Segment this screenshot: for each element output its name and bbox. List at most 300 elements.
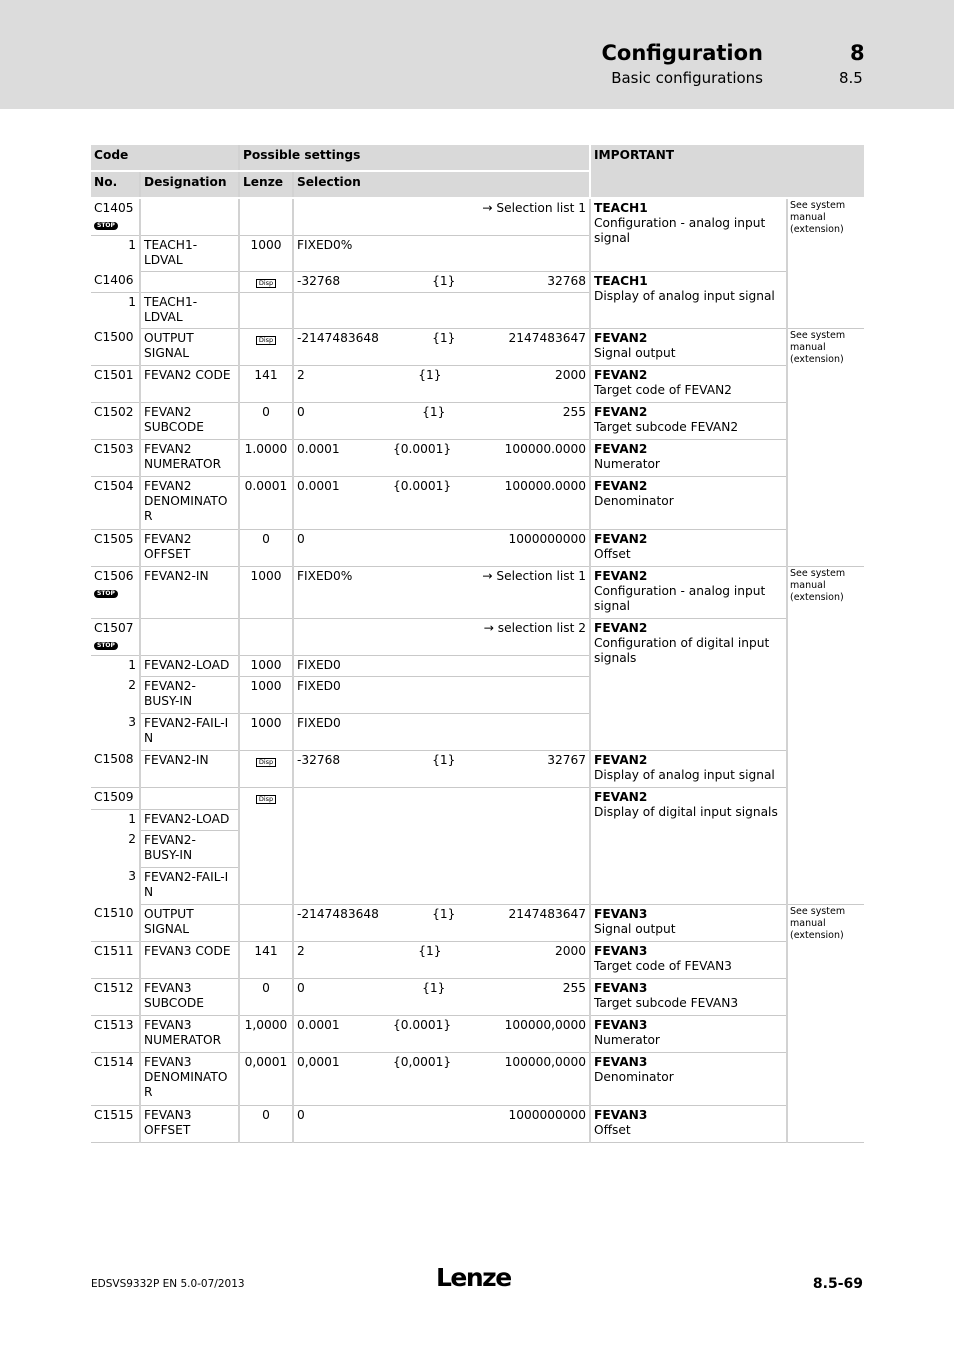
selection-max: 2147483647 <box>508 330 586 345</box>
cell-selection <box>293 439 590 476</box>
cell-selection <box>293 676 590 713</box>
cell-lenze <box>239 292 293 328</box>
cell-lenze <box>239 618 293 655</box>
cell-selection <box>293 529 590 566</box>
stop-icon: STOP <box>94 222 118 230</box>
selection-step: {1} <box>422 980 446 995</box>
important-text: Target subcode FEVAN2 <box>594 419 739 434</box>
display-icon: Disp <box>256 279 276 288</box>
cell-designation <box>140 271 239 292</box>
table-row <box>91 750 864 787</box>
code-text: C1510 <box>94 906 134 920</box>
section-title: Basic configurations <box>611 69 763 87</box>
selection-step: {0,0001} <box>393 1054 452 1069</box>
cell-selection <box>293 1015 590 1052</box>
important-title: FEVAN3 <box>594 1017 648 1032</box>
cell-lenze <box>239 1015 293 1052</box>
cell-selection <box>293 618 590 655</box>
selection-max: 32768 <box>547 273 586 288</box>
selection-min: 0.0001 <box>297 1017 340 1032</box>
lenze-logo: Lenze <box>436 1263 511 1292</box>
stop-icon: STOP <box>94 642 118 650</box>
table-row <box>91 978 864 1015</box>
lenze-value: 1000 <box>250 715 282 730</box>
lenze-value: 0 <box>262 980 270 995</box>
header-possible-settings: Possible settings <box>239 145 590 171</box>
subcode-text: 1 <box>128 294 136 309</box>
cell-see-manual: See system manual (extension) <box>787 328 864 566</box>
cell-important <box>590 978 787 1015</box>
important-text: Display of digital input signals <box>594 804 778 819</box>
lenze-value: 1000 <box>250 237 282 252</box>
important-text: Offset <box>594 546 631 561</box>
important-title: FEVAN2 <box>594 367 648 382</box>
important-title: FEVAN3 <box>594 1107 648 1122</box>
selection-min: 2 <box>297 367 305 382</box>
header-designation: Designation <box>140 171 239 198</box>
display-icon: Disp <box>256 795 276 804</box>
subcode-text: 2 <box>128 832 136 846</box>
cell-selection <box>293 1105 590 1142</box>
important-title: FEVAN3 <box>594 1054 648 1069</box>
subcode-text: 2 <box>128 678 136 692</box>
selection-min: -32768 <box>297 273 341 288</box>
selection-max: 32767 <box>547 752 586 767</box>
header-code: Code <box>91 145 239 171</box>
important-title: FEVAN3 <box>594 906 648 921</box>
table-row <box>91 941 864 978</box>
important-text: Offset <box>594 1122 631 1137</box>
important-text: Signal output <box>594 345 676 360</box>
code-text: C1507 <box>94 620 134 635</box>
cell-designation: FEVAN2-FAIL-I N <box>140 713 239 750</box>
page-header <box>0 0 954 109</box>
cell-lenze <box>239 529 293 566</box>
code-text: C1505 <box>94 531 134 546</box>
selection-step: {0.0001} <box>393 1017 452 1032</box>
selection-max: 255 <box>562 980 586 995</box>
important-text: Signal output <box>594 921 676 936</box>
code-text: C1511 <box>94 943 134 958</box>
cell-code <box>91 566 140 618</box>
important-text: Target code of FEVAN3 <box>594 958 732 973</box>
cell-code <box>91 1052 140 1105</box>
selection-range <box>297 1055 586 1070</box>
important-text: Configuration of digital input signals <box>594 635 770 665</box>
cell-designation: FEVAN3 CODE <box>140 941 239 978</box>
cell-designation: FEVAN2 NUMERATOR <box>140 439 239 476</box>
code-text: C1512 <box>94 980 134 995</box>
table-row <box>91 476 864 529</box>
important-text: Target subcode FEVAN3 <box>594 995 739 1010</box>
code-text: C1504 <box>94 478 134 493</box>
table-row <box>91 1052 864 1105</box>
cell-important <box>590 618 787 750</box>
cell-code <box>91 618 140 655</box>
cell-important <box>590 402 787 439</box>
selection-range <box>297 753 586 768</box>
important-title: FEVAN2 <box>594 531 648 546</box>
lenze-value: 141 <box>254 367 278 382</box>
selection-range <box>297 907 586 922</box>
table-row <box>91 904 864 941</box>
table-row <box>91 566 864 618</box>
cell-lenze <box>239 402 293 439</box>
cell-designation: FEVAN3 NUMERATOR <box>140 1015 239 1052</box>
cell-selection <box>293 271 590 292</box>
important-text: Configuration - analog input signal <box>594 216 766 245</box>
important-title: FEVAN2 <box>594 789 648 804</box>
cell-designation: FEVAN2 SUBCODE <box>140 402 239 439</box>
selection-min: FIXED0 <box>297 678 341 693</box>
selection-step: {1} <box>432 752 456 767</box>
cell-important <box>590 328 787 365</box>
chapter-title: Configuration <box>601 41 763 65</box>
cell-code <box>91 271 140 292</box>
cell-lenze <box>239 676 293 713</box>
header-lenze: Lenze <box>239 171 293 198</box>
cell-lenze <box>239 1105 293 1142</box>
selection-range <box>297 716 586 731</box>
cell-lenze <box>239 476 293 529</box>
code-text: C1508 <box>94 752 134 766</box>
important-title: FEVAN2 <box>594 330 648 345</box>
cell-selection <box>293 978 590 1015</box>
cell-designation: FEVAN2-LOAD <box>140 809 239 830</box>
cell-code <box>91 1015 140 1052</box>
cell-designation: FEVAN2-LOAD <box>140 655 239 676</box>
cell-important <box>590 941 787 978</box>
cell-lenze <box>239 566 293 618</box>
selection-range <box>297 238 586 253</box>
cell-lenze <box>239 787 293 904</box>
cell-code <box>91 904 140 941</box>
lenze-value: 1.0000 <box>244 441 288 456</box>
code-text: C1502 <box>94 404 134 419</box>
parameter-table <box>91 145 864 1143</box>
cell-designation: FEVAN3 SUBCODE <box>140 978 239 1015</box>
selection-max: 2147483647 <box>508 906 586 921</box>
important-text: Numerator <box>594 456 660 471</box>
table-row <box>91 618 864 655</box>
lenze-value: 1000 <box>250 657 282 672</box>
important-text: Display of analog input signal <box>594 767 775 782</box>
cell-lenze <box>239 941 293 978</box>
table-row <box>91 402 864 439</box>
cell-see-manual: See system manual (extension) <box>787 904 864 1142</box>
cell-designation: FEVAN2-IN <box>140 566 239 618</box>
cell-selection <box>293 787 590 904</box>
selection-range <box>297 405 586 420</box>
selection-min: -32768 <box>297 752 341 767</box>
cell-important <box>590 750 787 787</box>
selection-range <box>297 532 586 547</box>
header-no: No. <box>91 171 140 198</box>
selection-range <box>297 1108 586 1123</box>
table-row <box>91 529 864 566</box>
code-text: C1515 <box>94 1107 134 1122</box>
cell-important <box>590 198 787 271</box>
selection-min: FIXED0 <box>297 715 341 730</box>
header-important: IMPORTANT <box>590 145 864 198</box>
cell-important <box>590 476 787 529</box>
cell-designation <box>140 198 239 235</box>
subcode-text: 3 <box>128 715 136 729</box>
cell-designation: FEVAN2 CODE <box>140 365 239 402</box>
selection-range <box>297 331 586 346</box>
cell-code <box>91 676 140 713</box>
table-row <box>91 198 864 235</box>
cell-lenze <box>239 713 293 750</box>
selection-range <box>297 479 586 494</box>
selection-range <box>297 621 586 636</box>
subcode-text: 1 <box>128 811 136 826</box>
cell-code <box>91 750 140 787</box>
important-text: Denominator <box>594 493 674 508</box>
lenze-value: 1,0000 <box>244 1017 288 1032</box>
selection-range <box>297 274 586 289</box>
important-title: FEVAN2 <box>594 441 648 456</box>
cell-lenze <box>239 655 293 676</box>
code-text: C1500 <box>94 330 134 344</box>
selection-step: {0.0001} <box>393 441 452 456</box>
cell-selection <box>293 1052 590 1105</box>
cell-important <box>590 566 787 618</box>
important-title: FEVAN3 <box>594 980 648 995</box>
cell-code <box>91 235 140 271</box>
cell-designation <box>140 618 239 655</box>
selection-max: 255 <box>562 404 586 419</box>
code-text: C1514 <box>94 1054 134 1069</box>
cell-designation: FEVAN2-IN <box>140 750 239 787</box>
important-text: Denominator <box>594 1069 674 1084</box>
code-text: C1501 <box>94 367 134 382</box>
lenze-value: 0 <box>262 531 270 546</box>
cell-lenze <box>239 439 293 476</box>
selection-step: {1} <box>418 943 442 958</box>
cell-lenze <box>239 978 293 1015</box>
table-row <box>91 328 864 365</box>
selection-max: 100000,0000 <box>504 1054 586 1069</box>
cell-lenze <box>239 271 293 292</box>
selection-min: FIXED0% <box>297 237 353 252</box>
important-text: Target code of FEVAN2 <box>594 382 732 397</box>
subcode-text: 3 <box>128 869 136 883</box>
important-title: FEVAN2 <box>594 478 648 493</box>
cell-lenze <box>239 235 293 271</box>
cell-see-manual: See system manual (extension) <box>787 198 864 328</box>
cell-important <box>590 271 787 328</box>
cell-important <box>590 1052 787 1105</box>
cell-designation: FEVAN2 OFFSET <box>140 529 239 566</box>
table-row <box>91 365 864 402</box>
selection-max: 1000000000 <box>508 1107 586 1122</box>
cell-designation: FEVAN2 DENOMINATO R <box>140 476 239 529</box>
lenze-value: 0 <box>262 404 270 419</box>
cell-important <box>590 529 787 566</box>
cell-designation: OUTPUT SIGNAL <box>140 904 239 941</box>
table-row <box>91 1015 864 1052</box>
cell-selection <box>293 292 590 328</box>
cell-important <box>590 904 787 941</box>
cell-designation <box>140 787 239 809</box>
cell-code <box>91 198 140 235</box>
cell-code <box>91 529 140 566</box>
table-row <box>91 787 864 809</box>
cell-code <box>91 830 140 867</box>
cell-lenze <box>239 328 293 365</box>
selection-step: {1} <box>432 273 456 288</box>
table-row <box>91 271 864 292</box>
cell-code <box>91 713 140 750</box>
section-number: 8.5 <box>839 69 863 87</box>
cell-lenze <box>239 198 293 235</box>
cell-code <box>91 809 140 830</box>
code-text: C1506 <box>94 568 134 583</box>
cell-selection <box>293 655 590 676</box>
cell-selection <box>293 402 590 439</box>
selection-min: 0,0001 <box>297 1054 340 1069</box>
document-id: EDSVS9332P EN 5.0-07/2013 <box>91 1278 245 1290</box>
cell-code <box>91 1105 140 1142</box>
selection-min: -2147483648 <box>297 330 379 345</box>
code-text: C1406 <box>94 273 134 287</box>
selection-step: {1} <box>422 404 446 419</box>
selection-max: → selection list 2 <box>483 620 586 635</box>
selection-max: → Selection list 1 <box>482 568 586 583</box>
cell-selection <box>293 750 590 787</box>
important-title: FEVAN3 <box>594 943 648 958</box>
cell-code <box>91 476 140 529</box>
important-title: FEVAN2 <box>594 752 648 767</box>
selection-min: 0.0001 <box>297 478 340 493</box>
code-text: C1405 <box>94 201 134 215</box>
cell-important <box>590 439 787 476</box>
selection-min: -2147483648 <box>297 906 379 921</box>
header-selection: Selection <box>293 171 590 198</box>
selection-min: 0 <box>297 404 305 419</box>
cell-designation: TEACH1-LDVAL <box>140 292 239 328</box>
selection-min: 0.0001 <box>297 441 340 456</box>
cell-selection <box>293 941 590 978</box>
cell-code <box>91 439 140 476</box>
lenze-value: 141 <box>254 943 278 958</box>
selection-range <box>297 201 586 216</box>
cell-important <box>590 787 787 904</box>
cell-designation: FEVAN3 DENOMINATO R <box>140 1052 239 1105</box>
cell-lenze <box>239 365 293 402</box>
table-row <box>91 1105 864 1142</box>
selection-step: {1} <box>418 367 442 382</box>
selection-max: 100000.0000 <box>504 478 586 493</box>
selection-min: 2 <box>297 943 305 958</box>
selection-min: FIXED0 <box>297 657 341 672</box>
selection-range <box>297 442 586 457</box>
subcode-text: 1 <box>128 237 136 252</box>
selection-max: 2000 <box>554 367 586 382</box>
code-text: C1513 <box>94 1017 134 1032</box>
cell-important <box>590 1105 787 1142</box>
cell-selection <box>293 713 590 750</box>
code-text: C1503 <box>94 441 134 456</box>
important-title: TEACH1 <box>594 273 648 288</box>
cell-see-manual: See system manual (extension) <box>787 566 864 904</box>
cell-designation: OUTPUT SIGNAL <box>140 328 239 365</box>
subcode-text: 1 <box>128 657 136 672</box>
selection-step: {1} <box>432 330 456 345</box>
chapter-number: 8 <box>850 41 865 65</box>
cell-selection <box>293 198 590 235</box>
cell-designation: FEVAN3 OFFSET <box>140 1105 239 1142</box>
selection-min: 0 <box>297 1107 305 1122</box>
selection-max: 2000 <box>554 943 586 958</box>
cell-code <box>91 292 140 328</box>
cell-code <box>91 365 140 402</box>
selection-step: {0.0001} <box>393 478 452 493</box>
selection-range <box>297 569 586 584</box>
stop-icon: STOP <box>94 590 118 598</box>
cell-designation: FEVAN2-FAIL-I N <box>140 867 239 904</box>
selection-max: → Selection list 1 <box>482 201 586 215</box>
table-row <box>91 439 864 476</box>
lenze-value: 1000 <box>250 568 282 583</box>
cell-lenze <box>239 904 293 941</box>
lenze-value: 1000 <box>250 678 282 693</box>
important-title: FEVAN2 <box>594 404 648 419</box>
important-text: Numerator <box>594 1032 660 1047</box>
selection-max: 100000,0000 <box>504 1017 586 1032</box>
cell-important <box>590 1015 787 1052</box>
cell-designation: FEVAN2- BUSY-IN <box>140 830 239 867</box>
cell-designation: TEACH1-LDVAL <box>140 235 239 271</box>
lenze-value: 0 <box>262 1107 270 1122</box>
cell-lenze <box>239 1052 293 1105</box>
cell-code <box>91 787 140 809</box>
cell-code <box>91 402 140 439</box>
selection-min: FIXED0% <box>297 568 353 583</box>
page-number: 8.5-69 <box>812 1276 863 1292</box>
selection-range <box>297 679 586 694</box>
cell-code <box>91 655 140 676</box>
cell-code <box>91 328 140 365</box>
selection-range <box>297 981 586 996</box>
cell-selection <box>293 365 590 402</box>
selection-range <box>297 1018 586 1033</box>
cell-selection <box>293 566 590 618</box>
selection-min: 0 <box>297 531 305 546</box>
selection-max: 1000000000 <box>508 531 586 546</box>
cell-designation: FEVAN2- BUSY-IN <box>140 676 239 713</box>
cell-selection <box>293 904 590 941</box>
cell-important <box>590 365 787 402</box>
selection-step: {1} <box>432 906 456 921</box>
selection-min: 0 <box>297 980 305 995</box>
important-text: Configuration - analog input signal <box>594 583 766 613</box>
selection-max: 100000.0000 <box>504 441 586 456</box>
selection-range <box>297 658 586 673</box>
cell-lenze <box>239 750 293 787</box>
display-icon: Disp <box>256 758 276 767</box>
lenze-value: 0,0001 <box>244 1054 288 1069</box>
important-title: FEVAN2 <box>594 568 648 583</box>
code-text: C1509 <box>94 789 134 804</box>
display-icon: Disp <box>256 336 276 345</box>
cell-code <box>91 978 140 1015</box>
cell-code <box>91 867 140 904</box>
important-title: FEVAN2 <box>594 620 648 635</box>
important-text: Display of analog input signal <box>594 288 775 303</box>
cell-code <box>91 941 140 978</box>
